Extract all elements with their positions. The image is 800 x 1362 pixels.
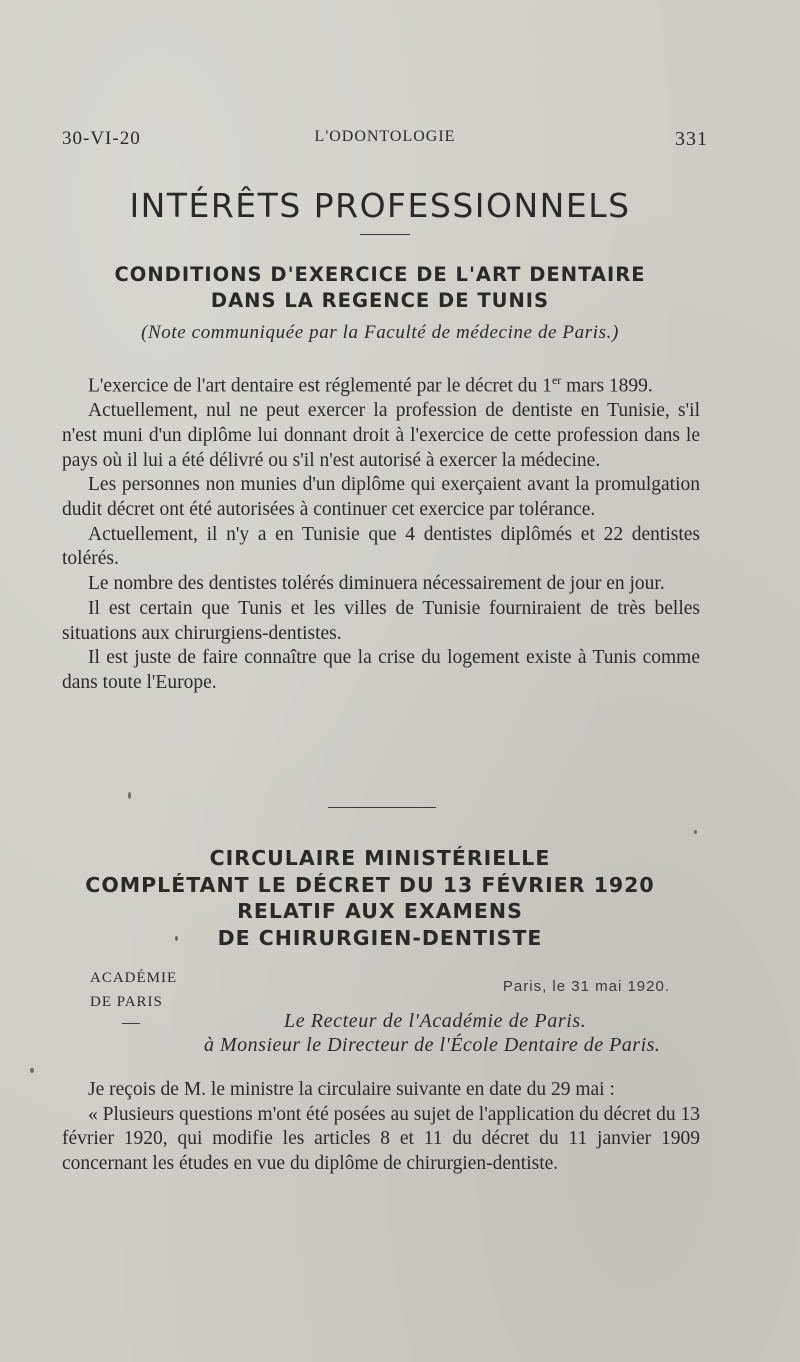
issue-date: 30-VI-20 xyxy=(62,128,141,149)
journal-title: L'ODONTOLOGIE xyxy=(314,128,456,145)
section2-title-line: DE CHIRURGIEN-DENTISTE xyxy=(217,925,543,950)
page-number: 331 xyxy=(675,128,708,150)
academie-block xyxy=(90,966,177,1014)
section1-body xyxy=(62,368,700,696)
section2-title xyxy=(0,845,760,951)
section2-body xyxy=(62,1078,700,1177)
section1-title-line: CONDITIONS D'EXERCICE DE L'ART DENTAIRE xyxy=(114,263,646,286)
paper-speck xyxy=(30,1068,34,1073)
main-title: INTÉRÊTS PROFESSIONNELS xyxy=(129,186,631,225)
running-head xyxy=(62,128,708,152)
paragraph: Il est juste de faire connaître que la crise du logement existe à Tunis comme dans toute l'Europe. xyxy=(62,647,700,693)
sender-line: Le Recteur de l'Académie de Paris. xyxy=(284,1010,587,1032)
section2-title-line: RELATIF AUX EXAMENS xyxy=(237,899,523,923)
academie-line: ACADÉMIE xyxy=(90,970,178,986)
section2-title-line: COMPLÉTANT LE DÉCRET DU 13 FÉVRIER 1920 xyxy=(85,872,655,897)
paper-speck xyxy=(128,792,131,799)
paper-speck xyxy=(694,830,697,834)
academie-line: DE PARIS xyxy=(90,994,163,1010)
paragraph: « Plusieurs questions m'ont été posées au sujet de l'application du décret du 13 février 1920, qui modifie les articles 8 et 11 du décret du 11 janvier 1909 concernant les études en vue du diplôme de chirurgien-dentiste. xyxy=(62,1103,700,1175)
paragraph: Les personnes non munies d'un diplôme qui exerçaient avant la promulgation dudit décret ont été autorisées à continuer cet exercice par tolérance. xyxy=(62,474,700,521)
paragraph: Actuellement, il n'y a en Tunisie que 4 dentistes diplômés et 22 dentistes tolérés. xyxy=(62,523,700,570)
paragraph: Actuellement, nul ne peut exercer la profession de dentiste en Tunisie, s'il n'est muni d'un diplôme lui donnant droit à l'exercice de cette profession dans le pays où il lui a été délivré ou s'il n'est autorisé à exercer la médecine. xyxy=(62,400,700,471)
title-rule xyxy=(360,234,410,235)
paragraph: Je reçois de M. le ministre la circulaire suivante en date du 29 mai : xyxy=(88,1079,615,1100)
dash: — xyxy=(122,1012,140,1032)
recipient-line: à Monsieur le Directeur de l'École Dentaire de Paris. xyxy=(204,1034,661,1056)
paragraph: L'exercice de l'art dentaire est réglementé par le décret du 1er mars 1899. xyxy=(88,373,653,397)
section1-note: (Note communiquée par la Faculté de médecine de Paris.) xyxy=(141,322,619,343)
paper-speck xyxy=(175,936,178,941)
paragraph: Il est certain que Tunis et les villes de Tunisie fourniraient de très belles situations aux chirurgiens-dentistes. xyxy=(62,597,700,644)
section1-title-line: DANS LA REGENCE DE TUNIS xyxy=(210,289,550,312)
section1-title xyxy=(0,262,760,314)
section2-title-line: CIRCULAIRE MINISTÉRIELLE xyxy=(209,846,551,870)
letter-date: Paris, le 31 mai 1920. xyxy=(502,978,670,995)
section-divider xyxy=(328,807,436,808)
paragraph: Le nombre des dentistes tolérés diminuera nécessairement de jour en jour. xyxy=(88,573,665,595)
